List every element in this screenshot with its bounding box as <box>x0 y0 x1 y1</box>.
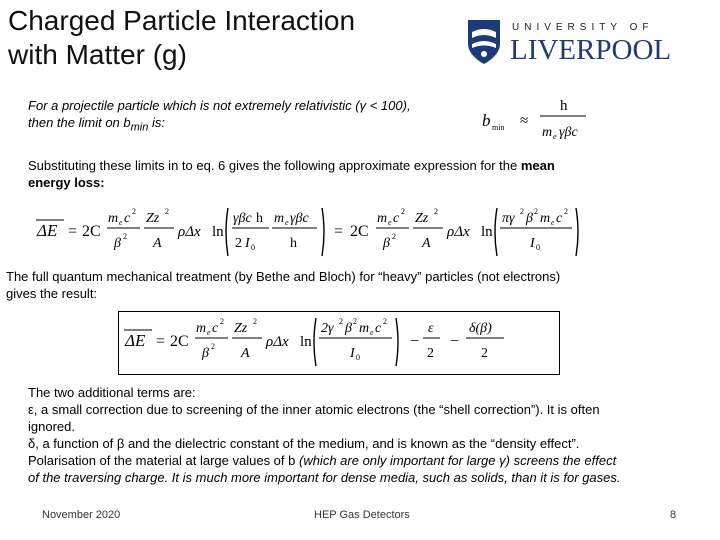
footer-date: November 2020 <box>42 509 121 521</box>
svg-text:β: β <box>345 321 352 336</box>
svg-text:2: 2 <box>427 346 434 361</box>
svg-text:ρΔx: ρΔx <box>178 224 201 240</box>
svg-text:e: e <box>370 328 374 337</box>
svg-text:γβc: γβc <box>233 211 252 226</box>
page-number: 8 <box>670 509 677 521</box>
mean-energy-loss-equation <box>34 202 614 262</box>
svg-text:A: A <box>153 236 162 251</box>
svg-text:e: e <box>207 328 211 337</box>
svg-text:2: 2 <box>520 207 524 216</box>
eq1-2c: 2C <box>82 223 101 240</box>
svg-text:2: 2 <box>235 236 242 251</box>
shield-icon <box>466 18 502 66</box>
svg-text:2: 2 <box>564 207 568 216</box>
svg-text:e: e <box>551 218 555 227</box>
svg-text:2: 2 <box>401 207 405 216</box>
svg-text:c: c <box>556 211 563 226</box>
svg-text:0: 0 <box>536 243 540 252</box>
svg-text:2: 2 <box>353 317 357 326</box>
bmin-approx: ≈ <box>520 113 529 129</box>
svg-text:2γ: 2γ <box>321 321 334 336</box>
svg-text:2: 2 <box>211 342 215 351</box>
intro-line-2: then the limit on $b_{min}$ is: <box>28 115 165 134</box>
svg-text:2: 2 <box>434 207 438 216</box>
svg-text:c: c <box>393 211 400 226</box>
svg-text:2: 2 <box>165 207 169 216</box>
svg-text:2: 2 <box>534 207 538 216</box>
svg-text:ln: ln <box>300 334 312 350</box>
svg-text:ε: ε <box>428 321 434 336</box>
svg-text:A: A <box>422 236 431 251</box>
terms-heading: The two additional terms are: <box>28 385 196 400</box>
svg-text:2: 2 <box>481 346 488 361</box>
bmin-m: m <box>542 125 553 140</box>
svg-text:β: β <box>383 236 390 251</box>
svg-text:−: − <box>450 333 460 350</box>
svg-text:h: h <box>290 236 297 251</box>
epsilon-line-2: ignored. <box>28 419 75 434</box>
svg-text:ΔE: ΔE <box>125 331 146 350</box>
svg-text:I: I <box>530 236 535 251</box>
title-line-2: with Matter (g) <box>8 39 187 70</box>
svg-text:2: 2 <box>339 317 343 326</box>
delta-line: δ, a function of β and the dielectric constant of the medium, and is known as the “density effect”. <box>28 436 580 451</box>
svg-text:I: I <box>245 236 250 251</box>
svg-text:0: 0 <box>251 243 255 252</box>
svg-text:m: m <box>540 211 551 226</box>
title-line-1: Charged Particle Interaction <box>8 5 356 36</box>
svg-text:β: β <box>526 211 533 226</box>
svg-text:−: − <box>410 333 420 350</box>
svg-text:e: e <box>388 218 392 227</box>
bmin-b: b <box>482 111 491 130</box>
svg-text:Zz: Zz <box>415 211 429 226</box>
svg-text:2: 2 <box>220 317 224 326</box>
bmin-sub: min <box>492 123 505 132</box>
bmin-h: h <box>560 98 568 114</box>
bethe-bloch-equation <box>120 312 556 372</box>
svg-text:β: β <box>114 236 121 251</box>
svg-text:0: 0 <box>356 353 360 362</box>
eq1-delta-e: ΔE <box>37 221 58 240</box>
svg-text:m: m <box>377 211 388 226</box>
svg-text:ln: ln <box>481 224 493 240</box>
epsilon-line-1: ε, a small correction due to screening of the inner atomic electrons (the “shell correction”). It is often <box>28 402 600 417</box>
svg-text:β: β <box>202 346 209 361</box>
svg-text:Zz: Zz <box>146 211 160 226</box>
bmin-equation <box>480 92 590 148</box>
university-logo <box>466 18 672 68</box>
quantum-text <box>6 268 706 302</box>
quantum-line-1: The full quantum mechanical treatment (by Bethe and Bloch) for “heavy” particles (not electrons) <box>6 269 561 284</box>
svg-text:m: m <box>108 211 119 226</box>
svg-text:I: I <box>350 346 355 361</box>
svg-text:ln: ln <box>212 224 224 240</box>
svg-text:2: 2 <box>383 317 387 326</box>
svg-text:=: = <box>334 223 344 240</box>
intro-text <box>28 97 468 137</box>
logo-main-text: LIVERPOOL <box>510 34 672 66</box>
svg-text:e: e <box>285 218 289 227</box>
svg-text:γβc: γβc <box>290 211 309 226</box>
svg-text:2: 2 <box>132 207 136 216</box>
footer-title: HEP Gas Detectors <box>314 509 410 521</box>
svg-text:2C: 2C <box>350 223 369 240</box>
svg-text:h: h <box>256 211 263 226</box>
substitution-text <box>28 157 688 191</box>
svg-text:πγ: πγ <box>502 211 515 226</box>
svg-text:c: c <box>124 211 131 226</box>
svg-text:2C: 2C <box>170 333 189 350</box>
svg-text:2: 2 <box>392 232 396 241</box>
logo-top-text: UNIVERSITY OF <box>512 22 654 33</box>
eq1-equals: = <box>68 223 78 240</box>
svg-text:c: c <box>375 321 382 336</box>
page-title <box>8 4 428 72</box>
svg-text:2: 2 <box>123 232 127 241</box>
svg-text:m: m <box>274 211 285 226</box>
polarisation-line-1: Polarisation of the material at large values of b (which are only important for large γ) screens the effect <box>28 453 617 468</box>
intro-line-1: For a projectile particle which is not extremely relativistic (γ < 100), <box>28 98 411 113</box>
subst-line-1: Substituting these limits in to eq. 6 gives the following approximate expression for the mean <box>28 158 555 173</box>
subst-line-2: energy loss: <box>28 175 105 190</box>
svg-text:δ(β): δ(β) <box>469 321 492 336</box>
svg-text:e: e <box>119 218 123 227</box>
svg-text:A: A <box>241 346 250 361</box>
bmin-gbc: γβc <box>559 125 578 140</box>
svg-text:ρΔx: ρΔx <box>266 334 289 350</box>
svg-text:c: c <box>212 321 219 336</box>
svg-text:Zz: Zz <box>234 321 248 336</box>
svg-text:m: m <box>196 321 207 336</box>
bmin-e: e <box>553 132 557 141</box>
svg-text:ρΔx: ρΔx <box>447 224 470 240</box>
quantum-line-2: gives the result: <box>6 286 98 301</box>
svg-text:=: = <box>156 333 166 350</box>
polarisation-line-2: of the traversing charge. It is much more important for dense media, such as solids, than it is for gases. <box>28 470 621 485</box>
additional-terms-text <box>28 384 708 486</box>
svg-text:m: m <box>359 321 370 336</box>
svg-text:2: 2 <box>253 317 257 326</box>
